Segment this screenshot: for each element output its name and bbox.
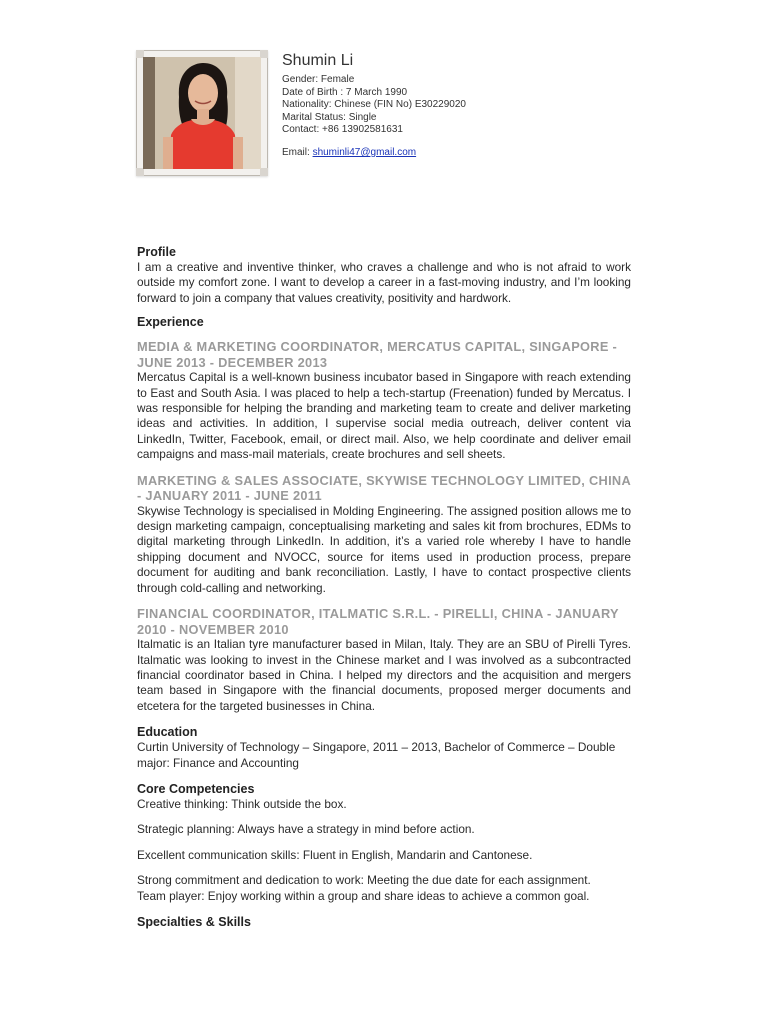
dob-line: Date of Birth : 7 March 1990	[282, 86, 408, 98]
profile-text: I am a creative and inventive thinker, who craves a challenge and who is not afraid to work outside my comfort zone. I want to develop a career in a fast-moving industry, and I’m looking forward to join a company that values creativity, positivity and hardwork.	[137, 260, 631, 305]
competency-item: Team player: Enjoy working within a group and share ideas to achieve a common goal.	[137, 888, 590, 903]
marital-status-line: Marital Status: Single	[282, 111, 377, 123]
experience-heading: Experience	[137, 315, 204, 330]
profile-heading: Profile	[137, 245, 176, 259]
competency-item: Excellent communication skills: Fluent in English, Mandarin and Cantonese.	[137, 847, 533, 862]
email-link[interactable]: shuminli47@gmail.com	[312, 146, 417, 158]
education-heading: Education	[137, 725, 198, 740]
education-text: Curtin University of Technology – Singapore, 2011 – 2013, Bachelor of Commerce – Double major: Finance and Accounting	[137, 740, 616, 770]
profile-photo-frame	[136, 50, 268, 176]
gender-line: Gender: Female	[282, 74, 355, 85]
nationality-line: Nationality: Chinese (FIN No) E30229020	[282, 99, 466, 111]
job-description: Mercatus Capital is a well-known business incubator based in Singapore with reach extending to East and South Asia. I was placed to help a tech-startup (Freenation) funded by Mercatus. I was responsible for helping the branding and marketing team to create and deliver marketing ideas and activities. In addition, I supervise social media outreach, deliver content via LinkedIn, Twitter, Facebook, email, or direct mail. Also, we help coordinate and deliver email campaigns and mass-mail materials, create brochures and sell sheets.	[137, 370, 631, 462]
competency-item: Creative thinking: Think outside the box.	[137, 796, 347, 811]
frame-corner	[136, 168, 144, 176]
job-description: Italmatic is an Italian tyre manufacturer based in Milan, Italy. They are an SBU of Pirelli Tyres. Italmatic was looking to invest in the Chinese market and I was involved as a subcontracted financial coordinator based in China. I helped my directors and the acquisition and mergers team based in Singapore with the financial documents, proposed merger documents and etcetera for the targeted businesses in China.	[137, 637, 631, 713]
email-label: Email:	[282, 146, 313, 158]
job-description: Skywise Technology is specialised in Molding Engineering. The assigned position allows me to design marketing campaign, conceptualising marketing and sales kit from brochures, EDMs to digital marketing through LinkedIn. In addition, it’s a varied role whereby I have to handle shipping document and NVOCC, source for items used in production process, prepare document for auditing and bank reconciliation. Lastly, I have to contact prospective clients through cold-calling and networking.	[137, 503, 631, 595]
applicant-name: Shumin Li	[282, 52, 354, 69]
frame-corner	[260, 168, 268, 176]
profile-photo-illustration	[143, 57, 261, 169]
job-title: MARKETING & SALES ASSOCIATE, SKYWISE TECHNOLOGY LIMITED, CHINA - JANUARY 2011 - JUNE 2011	[137, 472, 631, 504]
profile-photo	[143, 57, 261, 169]
job-title: MEDIA & MARKETING COORDINATOR, MERCATUS CAPITAL, SINGAPORE - JUNE 2013 - DECEMBER 2013	[137, 339, 618, 370]
competency-item: Strong commitment and dedication to work: Meeting the due date for each assignment.	[137, 873, 591, 888]
contact-header	[282, 51, 582, 158]
email-line	[282, 147, 582, 158]
resume-body	[137, 245, 631, 930]
contact-line: Contact: +86 13902581631	[282, 124, 403, 136]
skills-heading: Specialties & Skills	[137, 914, 251, 929]
competency-item: Strategic planning: Always have a strategy in mind before action.	[137, 822, 475, 837]
job-title: FINANCIAL COORDINATOR, ITALMATIC S.R.L. - PIRELLI, CHINA - JANUARY 2010 - NOVEMBER 2010	[137, 606, 619, 637]
frame-corner	[260, 50, 268, 58]
competencies-heading: Core Competencies	[137, 781, 255, 796]
